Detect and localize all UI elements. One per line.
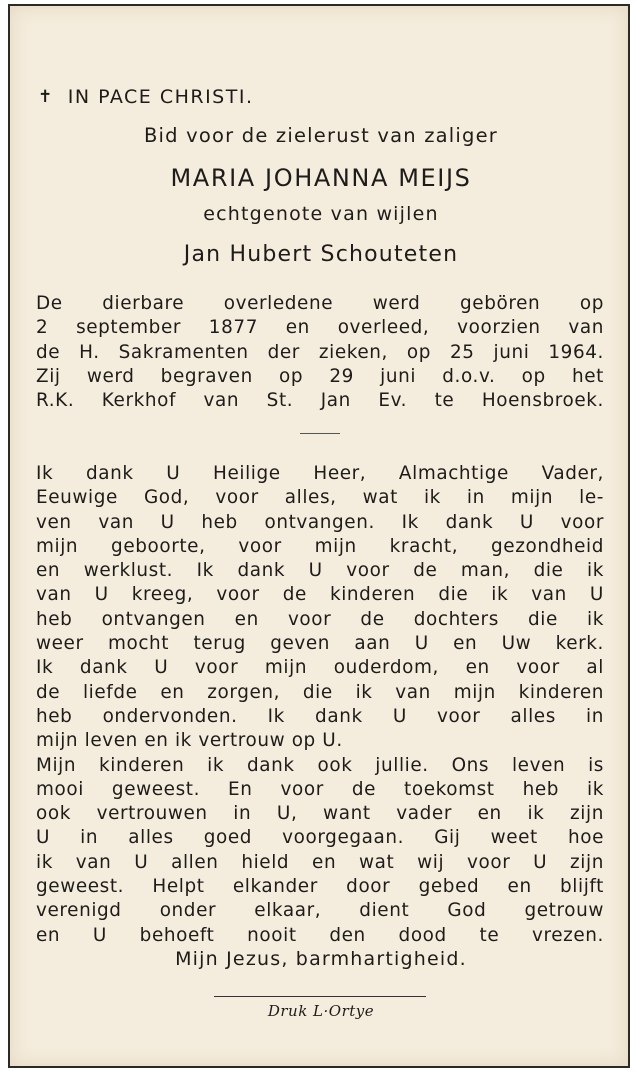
bio-line: R.K. Kerkhof van St. Jan Ev. te Hoensbroek. bbox=[36, 390, 604, 412]
bio-line: 2 september 1877 en overleed, voorzien van bbox=[36, 317, 604, 339]
prayer-paragraph bbox=[36, 462, 604, 948]
prayer-line: geweest. Helpt elkander door gebed en blijft bbox=[36, 876, 604, 898]
prayer-line: heb ontvangen en voor de dochters die ik bbox=[36, 608, 604, 630]
prayer-line: ik van U allen hield en wat wij voor U zijn bbox=[36, 851, 604, 873]
prayer-line: mijn geboorte, voor mijn kracht, gezondheid bbox=[36, 535, 604, 557]
spouse-intro-text: echtgenote van wijlen bbox=[203, 203, 439, 225]
prayer-line: Mijn kinderen ik dank ook jullie. Ons leven is bbox=[36, 754, 604, 776]
memorial-card bbox=[8, 4, 630, 1068]
prayer-line: en werklust. Ik dank U voor de man, die ik bbox=[36, 560, 604, 582]
prayer-line: Ik dank U Heilige Heer, Almachtige Vader, bbox=[36, 463, 604, 484]
header-line bbox=[38, 86, 254, 108]
deceased-name: MARIA JOHANNA MEIJS bbox=[170, 164, 472, 192]
prayer-line: heb ondervonden. Ik dank U voor alles in bbox=[36, 705, 604, 727]
header-text: IN PACE CHRISTI. bbox=[67, 86, 254, 108]
printer-imprint: Druk L·Ortye bbox=[267, 1002, 375, 1020]
prayer-line: ven van U heb ontvangen. Ik dank U voor bbox=[36, 511, 604, 533]
prayer-line: Eeuwige God, voor alles, wat ik in mijn le- bbox=[36, 487, 604, 509]
prayer-line: verenigd onder elkaar, dient God getrouw bbox=[36, 900, 604, 922]
spouse-name: Jan Hubert Schouteten bbox=[183, 242, 459, 267]
bio-line: Zij werd begraven op 29 juni d.o.v. op het bbox=[36, 365, 604, 387]
prayer-line: ook vertrouwen in U, want vader en ik zijn bbox=[36, 803, 604, 825]
prayer-line: van U kreeg, voor de kinderen die ik van U bbox=[36, 584, 604, 606]
prayer-line: en U behoeft nooit den dood te vrezen. bbox=[36, 924, 604, 946]
prayer-line: weer mocht terug geven aan U en Uw kerk. bbox=[36, 633, 604, 655]
prayer-line: U in alles goed voorgegaan. Gij weet hoe bbox=[36, 827, 604, 849]
biography-paragraph bbox=[36, 292, 604, 413]
bio-line: De dierbare overledene werd gebören op bbox=[36, 293, 604, 314]
section-divider bbox=[300, 433, 340, 434]
closing-invocation: Mijn Jezus, barmhartigheid. bbox=[175, 948, 467, 970]
bio-line: de H. Sakramenten der zieken, op 25 juni 1964. bbox=[36, 341, 604, 363]
prayer-line: de liefde en zorgen, die ik van mijn kinderen bbox=[36, 681, 604, 703]
intro-text: Bid voor de zielerust van zaliger bbox=[143, 124, 499, 147]
prayer-line: mijn leven en ik vertrouw op U. bbox=[36, 730, 343, 752]
printer-rule bbox=[214, 996, 426, 997]
prayer-line: mooi geweest. En voor de toekomst heb ik bbox=[36, 778, 604, 800]
prayer-line: Ik dank U voor mijn ouderdom, en voor al bbox=[36, 657, 604, 679]
cross-icon: ✝ bbox=[38, 87, 54, 107]
